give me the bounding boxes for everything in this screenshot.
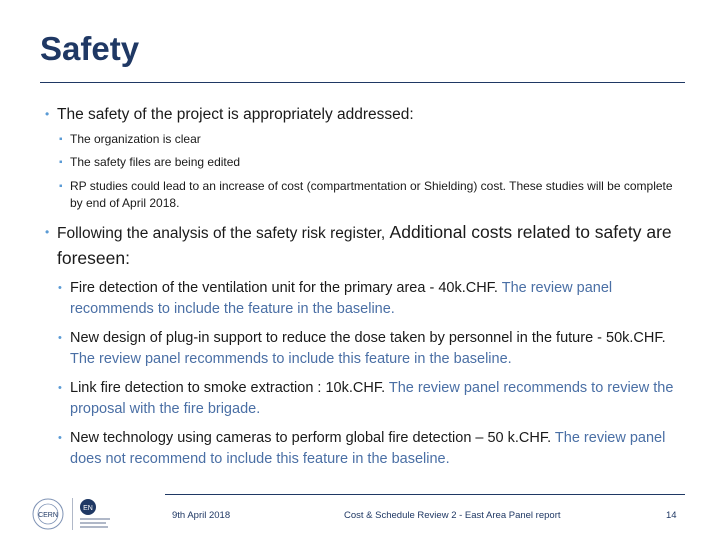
bullet-2-text: Following the analysis of the safety risk register, [57, 225, 390, 242]
recommendation-text: The review panel does not recommend to include this feature in the baseline. [70, 430, 666, 467]
footer-date: 9th April 2018 [172, 510, 231, 521]
cost-item-text: New technology using cameras to perform global fire detection – 50 k.CHF. [70, 430, 555, 446]
cost-item [58, 378, 680, 420]
bullet-dot: ▪ [59, 134, 63, 145]
cost-item [58, 328, 680, 370]
sub-item [59, 131, 680, 148]
recommendation-text: The review panel recommends to review the proposal with the fire brigade. [70, 380, 674, 417]
bullet-dot: • [58, 382, 62, 394]
bullet-dot: • [45, 225, 50, 239]
en-logo-icon [76, 496, 116, 532]
cost-item [58, 428, 680, 470]
bullet-dot: • [58, 432, 62, 444]
bullet-1-text: The safety of the project is appropriately addressed: [57, 106, 414, 123]
sub-item-text: The organization is clear [70, 132, 201, 146]
title-divider [40, 82, 685, 83]
bullet-dot: • [58, 332, 62, 344]
footer-report-title: Cost & Schedule Review 2 - East Area Panel report [344, 510, 561, 521]
cost-item [58, 278, 680, 320]
slide-title: Safety [40, 30, 140, 67]
bullet-1 [45, 104, 687, 125]
recommendation-text: The review panel recommends to include this feature in the baseline. [70, 351, 512, 367]
cost-item-text: Fire detection of the ventilation unit for the primary area - 40k.CHF. [70, 280, 502, 296]
bullet-dot: ▪ [59, 157, 63, 168]
sub-item-text: RP studies could lead to an increase of cost (compartmentation or Shielding) cost. These studies will be complete by end of April 2018. [70, 179, 673, 210]
bullet-2-emphasis: Additional costs related to safety are foreseen: [57, 222, 672, 268]
recommendation-text: The review panel recommends to include the feature in the baseline. [70, 280, 613, 317]
bullet-2 [45, 220, 682, 272]
cost-item-text: Link fire detection to smoke extraction : 10k.CHF. [70, 380, 389, 396]
page-number: 14 [666, 510, 677, 521]
sub-item [59, 154, 680, 171]
bullet-dot: ▪ [59, 181, 63, 192]
en-logo-text: EN [83, 505, 93, 512]
sub-item [59, 178, 680, 212]
cern-logo-text: CERN [38, 512, 58, 519]
sub-item-text: The safety files are being edited [70, 155, 241, 169]
cern-logo-icon [30, 496, 66, 532]
footer-divider [165, 494, 685, 495]
bullet-dot: • [58, 282, 62, 294]
bullet-dot: • [45, 107, 50, 121]
cost-item-text: New design of plug-in support to reduce the dose taken by personnel in the future - 50k.CHF. [70, 330, 666, 346]
logo-separator [72, 498, 73, 530]
